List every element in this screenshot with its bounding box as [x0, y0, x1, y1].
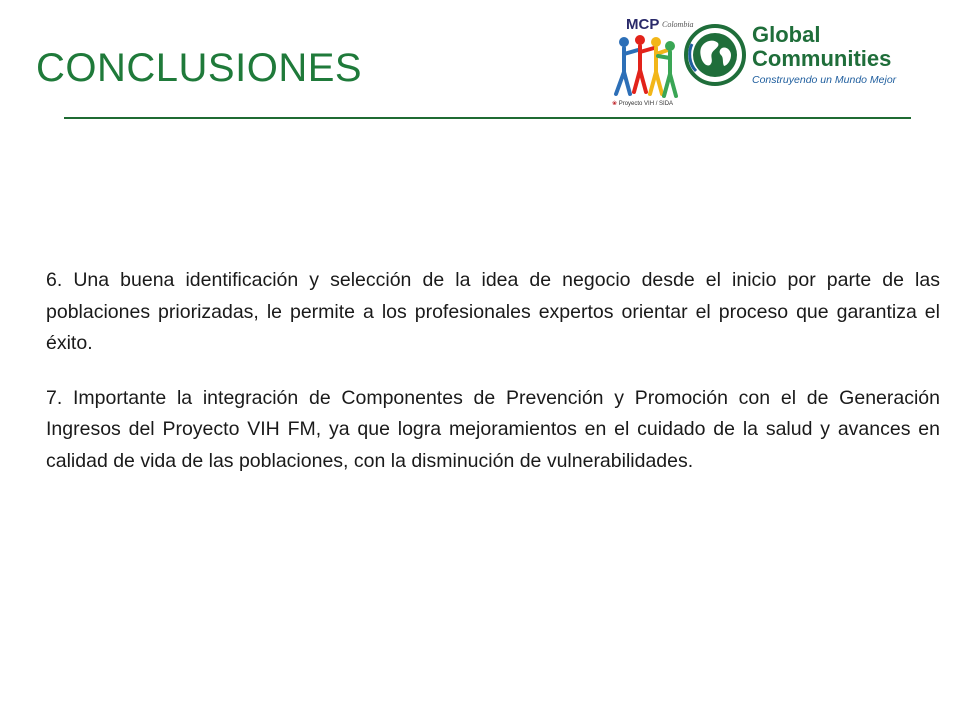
mcp-logo-subtitle: Colombia [662, 20, 694, 29]
slide-body [46, 265, 940, 500]
header-logos [600, 14, 920, 112]
mcp-logo [610, 16, 694, 112]
mcp-caption-text: Proyecto VIH / SIDA [618, 101, 674, 107]
gc-name-line1: Global [752, 22, 821, 47]
title-divider [64, 117, 911, 119]
global-communities-logo [684, 18, 920, 108]
mcp-logo-caption [612, 100, 673, 107]
globe-icon [684, 24, 746, 86]
gc-name-line2: Communities [752, 46, 892, 71]
conclusion-paragraph-7: 7. Importante la integración de Componentes de Prevención y Promoción con el de Generación Ingresos del Proyecto VIH FM, ya que logra mejoramientos en el cuidado de la salud y avances en calidad de vida de las poblaciones, con la disminución de vulnerabilidades. [46, 386, 940, 472]
slide-title: CONCLUSIONES [36, 46, 363, 90]
gc-tagline: Construyendo un Mundo Mejor [752, 74, 897, 86]
conclusion-paragraph-6: 6. Una buena identificación y selección de la idea de negocio desde el inicio por parte de las poblaciones priorizadas, le permite a los profesionales expertos orientar el proceso que garantiza el éxito. [46, 269, 940, 354]
ribbon-icon: ❀ [612, 101, 618, 107]
mcp-logo-title: MCP [626, 16, 660, 33]
people-icon [610, 32, 682, 100]
